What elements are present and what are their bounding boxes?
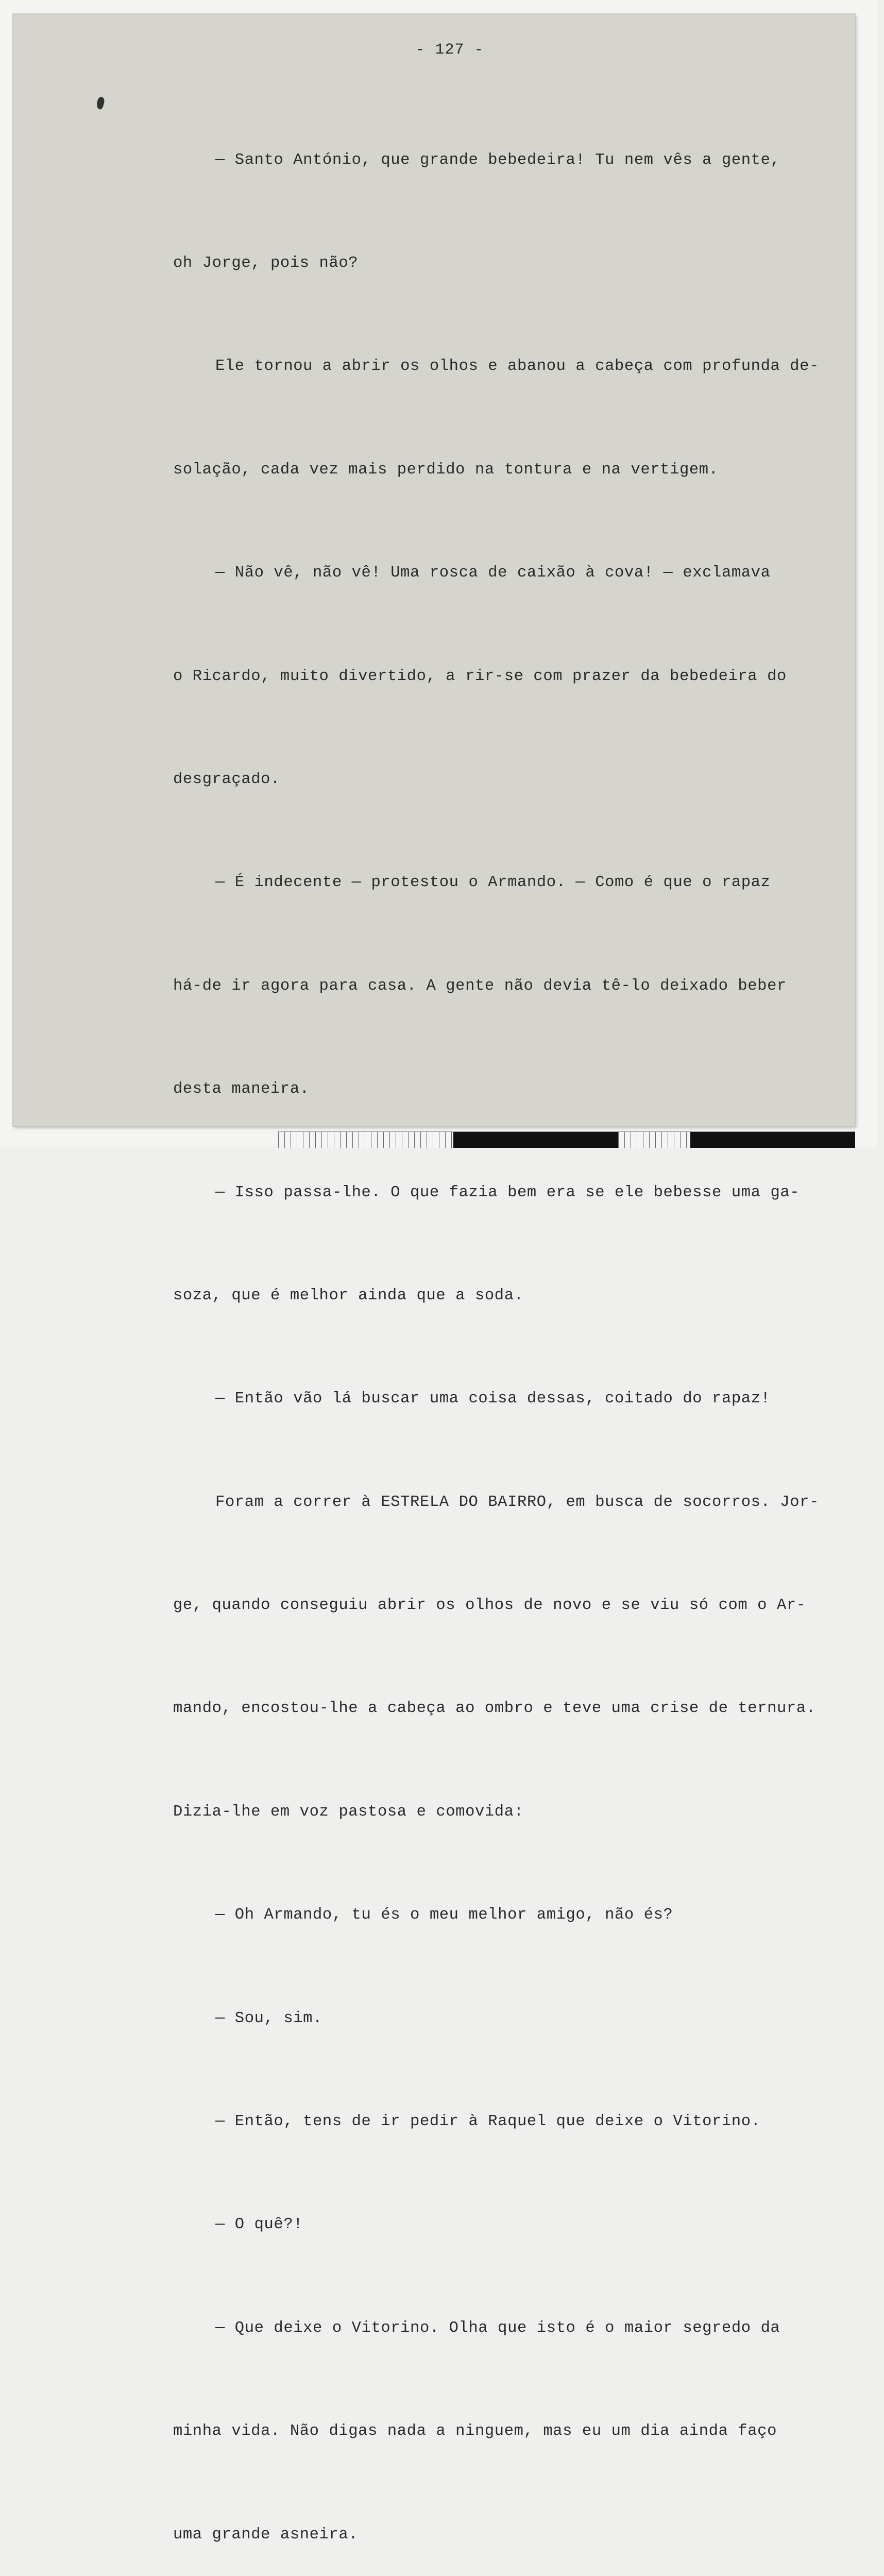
text-line: — Santo António, que grande bebedeira! Tu nem vês a gente, (215, 151, 780, 169)
text-line: Dizia-lhe em voz pastosa e comovida: (173, 1803, 524, 1821)
text-line: — Sou, sim. (215, 2009, 322, 2027)
text-line: solação, cada vez mais perdido na tontura e na vertigem. (173, 461, 719, 479)
scan-calibration-ruler (278, 1131, 855, 1148)
text-line: — Não vê, não vê! Uma rosca de caixão à cova! — exclamava (215, 564, 771, 582)
page-number: - 127 - (415, 41, 484, 59)
text-line: soza, que é melhor ainda que a soda. (173, 1286, 524, 1304)
ink-mark (95, 96, 106, 110)
text-line: Ele tornou a abrir os olhos e abanou a cabeça com profunda de- (215, 358, 819, 376)
text-line: — Isso passa-lhe. O que fazia bem era se ele bebesse uma ga- (215, 1183, 800, 1201)
text-line: — Oh Armando, tu és o meu melhor amigo, não és? (215, 1906, 673, 1924)
typewritten-page (13, 14, 855, 2544)
text-line: desta maneira. (173, 1080, 310, 1098)
ruler-white-segment (278, 1132, 453, 1148)
text-line: ge, quando conseguiu abrir os olhos de novo e se viu só com o Ar- (173, 1597, 806, 1615)
ruler-black-segment (453, 1132, 618, 1148)
text-line: mando, encostou-lhe a cabeça ao ombro e teve uma crise de ternura. (173, 1700, 816, 1718)
ruler-black-segment (690, 1132, 855, 1148)
text-line: o Ricardo, muito divertido, a rir-se com prazer da bebedeira do (173, 667, 787, 685)
text-line: oh Jorge, pois não? (173, 254, 359, 272)
text-line: — Então, tens de ir pedir à Raquel que deixe o Vitorino. (215, 2113, 761, 2131)
text-line: desgraçado. (173, 770, 280, 788)
text-line: — O quê?! (215, 2216, 303, 2234)
body-text (173, 74, 863, 2576)
text-line: há-de ir agora para casa. A gente não devia tê-lo deixado beber (173, 977, 787, 995)
text-line: — Então vão lá buscar uma coisa dessas, coitado do rapaz! (215, 1390, 771, 1408)
text-line: uma grande asneira. (173, 2526, 359, 2544)
ruler-white-segment (618, 1132, 690, 1148)
text-line: minha vida. Não digas nada a ninguem, mas eu um dia ainda faço (173, 2422, 777, 2441)
text-line: — Que deixe o Vitorino. Olha que isto é o maior segredo da (215, 2319, 780, 2337)
text-line: — É indecente — protestou o Armando. — Como é que o rapaz (215, 874, 771, 892)
text-line: Foram a correr à ESTRELA DO BAIRRO, em busca de socorros. Jor- (215, 1493, 819, 1511)
